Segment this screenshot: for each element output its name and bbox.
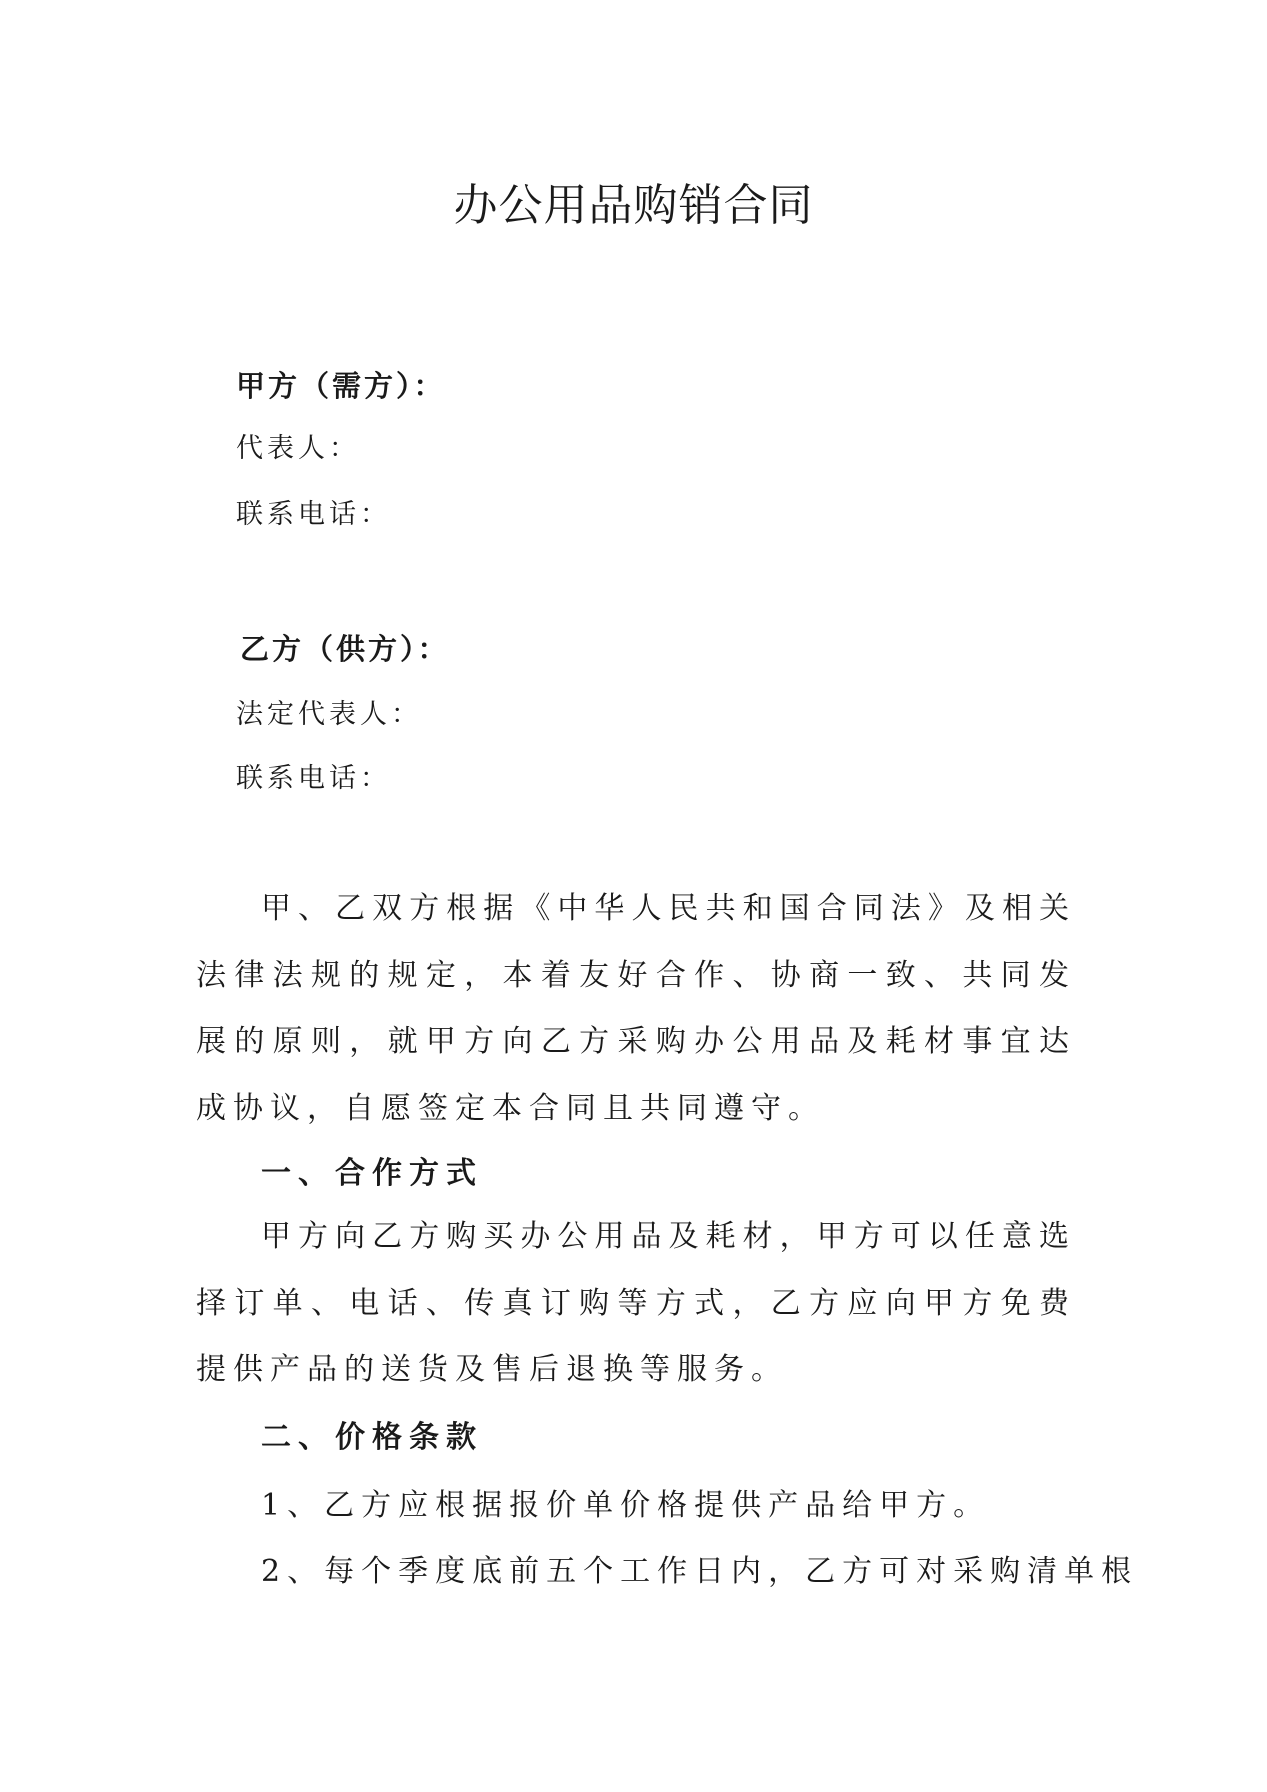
party-b-heading: 乙方（供方）： xyxy=(240,632,450,666)
section-2-item-2: 2、每个季度底前五个工作日内，乙方可对采购清单根 xyxy=(261,1554,1139,1589)
section-2-heading: 二、价格条款 xyxy=(261,1420,483,1455)
party-b-legal-rep-label: 法定代表人： xyxy=(236,699,422,730)
section-1-body: 甲方向乙方购买办公用品及耗材，甲方可以任意选择订单、电话、传真订购等方式，乙方应向甲方免费提供产品的送货及售后退换等服务。 xyxy=(196,1219,1076,1387)
preamble-paragraph: 甲、乙双方根据《中华人民共和国合同法》及相关法律法规的规定，本着友好合作、协商一致、共同发展的原则，就甲方向乙方采购办公用品及耗材事宜达成协议，自愿签定本合同且共同遵守。 xyxy=(196,891,1076,1126)
party-a-phone-label: 联系电话： xyxy=(236,499,391,530)
party-a-heading: 甲方（需方）： xyxy=(236,369,446,403)
section-1-heading: 一、合作方式 xyxy=(261,1156,483,1191)
party-a-representative-label: 代表人： xyxy=(236,433,360,464)
document-title: 办公用品购销合同 xyxy=(453,180,814,231)
section-2-item-1: 1、乙方应根据报价单价格提供产品给甲方。 xyxy=(261,1488,991,1523)
party-b-phone-label: 联系电话： xyxy=(236,763,391,794)
